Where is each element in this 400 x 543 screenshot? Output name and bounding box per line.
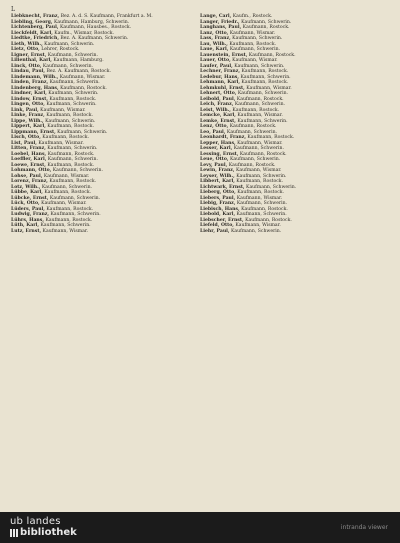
entry-name: Lauenstein, Ernst, — [200, 52, 248, 58]
entry-name: Lemcke, Karl, — [200, 113, 236, 118]
entry-name: Lippert, Karl, — [11, 124, 46, 129]
entry-name: Liefeld, Otto, — [200, 223, 234, 228]
entry-name: Leonhardt, Franz, — [200, 135, 246, 140]
entry-text: Kaufmann, Rostock. — [229, 124, 277, 129]
entry-name: Leyser, Wilh., — [200, 173, 235, 179]
entry-name: Lindemann, Wilh., — [11, 74, 59, 80]
entry-text: Kaufmann, Schwerin. — [236, 173, 287, 179]
right-column — [200, 14, 370, 234]
entry-name: Lohmann, Otto, — [11, 168, 52, 173]
entry-text: Kaufmann, Rostock. — [49, 179, 97, 184]
directory-entry — [200, 179, 370, 184]
entry-text: Kaufmann, Rostock. — [241, 69, 289, 74]
directory-entry — [200, 124, 370, 129]
entry-name: Lindow, Ernst, — [11, 96, 48, 102]
entry-text: Kaufmann, Wismar. — [59, 74, 106, 80]
entry-name: Lindner, Karl, — [11, 91, 47, 96]
directory-entry — [200, 229, 370, 234]
directory-entry — [11, 14, 181, 19]
directory-entry — [11, 152, 181, 157]
entry-text: Kaufmann, Schwerin. — [49, 80, 100, 85]
directory-entry — [200, 212, 370, 217]
entry-name: Lüth, Karl, — [11, 223, 39, 228]
entry-name: Leo, Paul, — [200, 129, 226, 135]
entry-name: Leich, Franz, — [200, 102, 234, 107]
entry-text: Bez. A. d. S. Kaufmann, Frankfurt a. M. — [60, 14, 153, 19]
entry-text: Kaufmann, Wismar. — [229, 30, 276, 36]
directory-entry — [11, 141, 181, 146]
entry-name: Laufer, Paul, — [200, 63, 233, 69]
entry-text: Kaufmann, Schwerin. — [50, 212, 101, 217]
entry-text: Kaufmann, Schwerin. — [47, 146, 98, 151]
entry-text: Kaufmann, Schwerin. — [234, 102, 286, 107]
entry-text: Kaufmann, Rostock. — [49, 96, 97, 102]
entry-name: Liebig, Franz, — [200, 201, 236, 206]
entry-text: Kaufmann, Schwerin. — [230, 157, 281, 162]
entry-name: Liebisch, Hans, — [200, 206, 240, 212]
directory-entry — [11, 218, 181, 223]
entry-text: Lehrer, Rostock. — [41, 47, 80, 52]
entry-text: Kaufmann, Rostock. — [47, 124, 95, 129]
directory-entry — [11, 75, 181, 80]
directory-entry — [200, 196, 370, 201]
entry-text: Kaufmann, Schwerin. — [233, 146, 284, 151]
entry-name: Lenz, Otto, — [200, 124, 229, 129]
directory-entry — [11, 97, 181, 102]
entry-name: Lieckfeldt, Karl, — [11, 30, 53, 36]
entry-text: Kaufmann, Rostock. — [228, 162, 276, 168]
directory-entry — [11, 201, 181, 206]
entry-name: Lau, Wilh., — [200, 41, 228, 47]
directory-entry — [200, 75, 370, 80]
directory-entry — [11, 113, 181, 118]
entry-text: Kaufmann, Schwerin. — [232, 36, 283, 41]
entry-text: Kaufmann, Schwerin. — [57, 129, 108, 135]
entry-name: Lotz, Wilh., — [11, 184, 41, 190]
directory-entry — [11, 157, 181, 162]
entry-text: Kaufmann, Schwerin. — [246, 184, 297, 190]
directory-entry — [11, 223, 181, 228]
entry-name: Loeffler, Karl, — [11, 157, 47, 162]
entry-text: Kaufmann, Schwerin. — [234, 63, 285, 69]
entry-name: Leue, Otto, — [200, 157, 229, 162]
directory-entry — [200, 201, 370, 206]
directory-entry — [200, 25, 370, 30]
entry-text: Kaufmann, Rostock. — [242, 25, 290, 30]
entry-name: Lohse, Paul, — [11, 173, 43, 179]
entry-text: Bez. A. Kaufmann, Rostock. — [46, 69, 111, 74]
entry-name: Levy, Paul, — [200, 162, 228, 168]
entry-text: Kaufmann, Rostock. — [45, 217, 93, 223]
entry-text: Kaufmann, Schwerin. — [237, 118, 288, 124]
entry-text: Kaufmann, Rostock. — [229, 41, 277, 47]
directory-entry — [200, 64, 370, 69]
directory-entry — [11, 130, 181, 135]
entry-text: Kaufmann, Rostock. — [47, 162, 95, 168]
entry-name: Ledebur, Hans, — [200, 74, 239, 80]
directory-entry — [11, 229, 181, 234]
entry-name: Litten, Franz, — [11, 146, 46, 151]
entry-name: Lieth, Wilh., — [11, 41, 43, 47]
entry-name: Lippmann, Ernst, — [11, 129, 56, 135]
entry-name: Lauer, Otto, — [200, 58, 231, 63]
directory-entry — [200, 86, 370, 91]
entry-name: Lietz, Otto, — [11, 47, 40, 52]
entry-text: Kaufmann, Rostock. — [236, 96, 284, 102]
directory-entry — [11, 31, 181, 36]
entry-name: Loewe, Ernst, — [11, 162, 46, 168]
entry-text: Kaufmann, Schwerin. — [47, 157, 98, 162]
entry-name: Lübcke, Ernst, — [11, 195, 49, 201]
entry-name: Lange, Carl, — [200, 14, 232, 19]
entry-text: Kaufmann, Schwerin. — [226, 129, 278, 135]
entry-text: Kaufm., Rostock. — [232, 14, 273, 19]
directory-entry — [200, 14, 370, 19]
directory-entry — [200, 20, 370, 25]
entry-text: Kaufmann, Rostock. — [239, 151, 287, 157]
entry-text: Kaufmann, Schwerin. — [42, 63, 94, 69]
entry-text: Kaufmann, Rostock. — [237, 190, 285, 195]
entry-text: Kaufmann, Schwerin. — [241, 19, 292, 25]
directory-entry — [11, 25, 181, 30]
directory-entry — [11, 108, 181, 113]
directory-entry — [200, 185, 370, 190]
directory-entry — [11, 58, 181, 63]
entry-name: Lehnert, Otto, — [200, 91, 237, 96]
entry-text: Kaufmann, Hamburg, Schwerin. — [53, 19, 130, 25]
directory-entry — [200, 108, 370, 113]
directory-entry — [11, 168, 181, 173]
entry-name: Ludwig, Franz, — [11, 212, 50, 217]
directory-entry — [11, 47, 181, 52]
entry-name: Lippe, Wilh., — [11, 118, 44, 124]
entry-text: Kaufmann, Schwerin. — [240, 74, 291, 80]
entry-text: Kaufmann, Rostock. — [60, 85, 107, 91]
entry-name: Lüders, Paul, — [11, 206, 45, 212]
library-logo[interactable] — [10, 516, 77, 538]
entry-text: Kaufmann, Wismar. — [236, 195, 283, 201]
entry-text: Kaufmann, Rostock. — [46, 113, 93, 118]
entry-name: Lessing, Ernst, — [200, 151, 239, 157]
directory-entry — [11, 185, 181, 190]
entry-name: Lichtenberg, Paul, — [11, 25, 59, 30]
page-number: L — [11, 6, 15, 13]
entry-name: Lepper, Hans, — [200, 140, 236, 146]
entry-name: Lührs, Hans, — [11, 217, 44, 223]
entry-text: Kaufmann, Wismar. — [237, 140, 283, 146]
logo-line2: bibliothek — [20, 527, 77, 538]
entry-text: Kaufmann, Wismar. — [40, 107, 86, 113]
entry-text: Kaufmann, Wismar. — [232, 58, 278, 63]
logo-bars-icon — [10, 529, 18, 537]
entry-text: Kaufmann, Schwerin. — [229, 47, 281, 52]
directory-entry — [200, 36, 370, 41]
entry-name: Lass, Franz, — [200, 36, 231, 41]
entry-text: Kaufmann, Schwerin. — [237, 91, 289, 96]
directory-entry — [11, 20, 181, 25]
entry-name: Leibold, Paul, — [200, 96, 236, 102]
entry-text: Kaufmann, Schwerin. — [236, 212, 287, 217]
directory-entry — [200, 218, 370, 223]
directory-entry — [200, 91, 370, 96]
directory-entry — [200, 174, 370, 179]
directory-entry — [200, 97, 370, 102]
entry-text: Kaufmann, Rostock. — [46, 206, 94, 212]
entry-name: List, Paul, — [11, 140, 37, 146]
directory-entry — [200, 168, 370, 173]
entry-name: Linden, Franz, — [11, 80, 49, 85]
entry-name: Lichtwark, Ernst, — [200, 184, 245, 190]
entry-name: Liebling, Georg, — [11, 19, 53, 25]
viewer-footer — [0, 512, 400, 543]
entry-text: Kaufmann, Schwerin. — [49, 195, 101, 201]
directory-entry — [200, 58, 370, 63]
entry-text: Kaufmann, Schwerin. — [230, 228, 282, 234]
entry-text: Kaufmann, Wismar. — [38, 140, 84, 146]
entry-text: Kaufmann, Hausbes., Rostock. — [59, 25, 132, 30]
entry-text: Kaufmann, Rostock. — [42, 135, 90, 140]
directory-entry — [200, 69, 370, 74]
entry-name: Lesser, Karl, — [200, 146, 233, 151]
directory-entry — [11, 119, 181, 124]
directory-entry — [11, 36, 181, 41]
directory-entry — [200, 146, 370, 151]
directory-entry — [11, 86, 181, 91]
directory-entry — [11, 190, 181, 195]
directory-entry — [200, 47, 370, 52]
directory-entry — [200, 152, 370, 157]
entry-name: Lechner, Franz, — [200, 69, 240, 74]
directory-entry — [200, 113, 370, 118]
directory-entry — [11, 212, 181, 217]
directory-entry — [200, 130, 370, 135]
entry-name: Liebers, Paul, — [200, 195, 236, 201]
entry-name: Lanz, Otto, — [200, 30, 229, 36]
directory-entry — [11, 146, 181, 151]
entry-name: Linke, Franz, — [11, 113, 45, 118]
directory-entry — [11, 64, 181, 69]
entry-name: Lindau, Paul, — [11, 69, 46, 74]
entry-text: Kaufmann, Schwerin. — [45, 118, 96, 124]
entry-name: Laue, Karl, — [200, 47, 229, 52]
directory-entry — [200, 119, 370, 124]
entry-name: Liedtke, Friedrich, — [11, 36, 59, 41]
entry-name: Lübbe, Karl, — [11, 190, 43, 195]
entry-text: Kaufmann, Schwerin. — [44, 41, 95, 47]
directory-entry — [200, 102, 370, 107]
entry-name: Leist, Wilh., — [200, 107, 231, 113]
entry-name: Lindenberg, Hans, — [11, 85, 59, 91]
directory-entry — [11, 42, 181, 47]
entry-name: Langhans, Paul, — [200, 25, 242, 30]
entry-text: Kaufmann, Rostock. — [232, 107, 280, 113]
directory-entry — [11, 124, 181, 129]
entry-name: Lisch, Otto, — [11, 135, 41, 140]
entry-name: Lingen, Otto, — [11, 102, 45, 107]
directory-entry — [200, 141, 370, 146]
entry-name: Liebknecht, Franz, — [11, 14, 60, 19]
directory-entry — [200, 42, 370, 47]
entry-name: Libbert, Karl, — [200, 179, 235, 184]
directory-entry — [200, 163, 370, 168]
entry-text: Kaufmann, Rostock. — [247, 135, 295, 140]
directory-entry — [200, 207, 370, 212]
logo-line1: ub landes — [10, 516, 61, 527]
entry-name: Liebold, Karl, — [200, 212, 236, 217]
entry-text: Kaufmann, Wismar. — [236, 168, 282, 173]
entry-text: Kaufmann, Wismar. — [41, 201, 87, 206]
entry-text: Kaufmann, Rostock. — [44, 190, 92, 195]
directory-entry — [200, 53, 370, 58]
viewer-label: intranda viewer — [340, 524, 388, 531]
entry-name: Link, Paul, — [11, 107, 39, 113]
entry-name: Lilienthal, Karl, — [11, 58, 52, 63]
directory-entry — [11, 196, 181, 201]
entry-text: Kaufmann, Rostock. — [241, 80, 289, 85]
directory-entry — [200, 223, 370, 228]
entry-name: Lorenz, Franz, — [11, 179, 48, 184]
entry-text: Bez. A. Kaufmann, Schwerin. — [60, 36, 129, 41]
entry-name: Lemke, Ernst, — [200, 118, 236, 124]
entry-text: Kaufmann, Wismar. — [237, 113, 283, 118]
entry-name: Lieberg, Otto, — [200, 190, 236, 195]
directory-entry — [11, 53, 181, 58]
entry-text: Kaufmann, Rostock. — [245, 217, 292, 223]
directory-entry — [11, 91, 181, 96]
directory-entry — [11, 69, 181, 74]
entry-text: Kaufmann, Schwerin. — [236, 201, 288, 206]
entry-name: Lehmkuhl, Ernst, — [200, 85, 245, 91]
entry-name: Lewin, Franz, — [200, 168, 235, 173]
entry-text: Kaufmann, Wismar. — [43, 173, 90, 179]
entry-name: Lehmann, Karl, — [200, 80, 240, 85]
entry-name: Loebel, Hans, — [11, 151, 47, 157]
directory-entry — [200, 190, 370, 195]
entry-text: Kaufmann, Schwerin. — [40, 223, 91, 228]
entry-text: Kaufmann, Schwerin. — [41, 184, 92, 190]
directory-entry — [200, 135, 370, 140]
entry-name: Ligner, Ernst, — [11, 52, 47, 58]
entry-text: Kaufmann, Rostock. — [248, 52, 296, 58]
entry-text: Kaufm., Wismar, Rostock. — [54, 30, 115, 36]
directory-entry — [200, 31, 370, 36]
entry-name: Langer, Friedr., — [200, 19, 240, 25]
entry-name: Liehr, Paul, — [200, 228, 230, 234]
directory-entry — [11, 80, 181, 85]
entry-text: Kaufmann, Wismar. — [235, 223, 281, 228]
entry-text: Kaufmann, Rostock. — [47, 151, 95, 157]
directory-entry — [200, 157, 370, 162]
entry-name: Linck, Otto, — [11, 63, 42, 69]
directory-entry — [11, 135, 181, 140]
directory-entry — [11, 102, 181, 107]
entry-text: Kaufmann, Schwerin. — [52, 168, 103, 173]
entry-text: Kaufmann, Schwerin. — [46, 102, 97, 107]
left-column — [11, 14, 181, 234]
entry-name: Lück, Otto, — [11, 201, 40, 206]
entry-name: Liebscher, Ernst, — [200, 217, 244, 223]
entry-text: Kaufmann, Rostock. — [236, 179, 284, 184]
entry-text: Kaufmann, Wismar. — [42, 228, 89, 234]
directory-entry — [11, 174, 181, 179]
directory-entry — [11, 179, 181, 184]
directory-entry — [11, 163, 181, 168]
entry-text: Kaufmann, Hamburg. — [53, 58, 104, 63]
entry-text: Kaufmann, Wismar. — [246, 85, 292, 91]
entry-text: Kaufmann, Schwerin. — [48, 91, 99, 96]
entry-text: Kaufmann, Schwerin. — [47, 52, 98, 58]
directory-entry — [11, 207, 181, 212]
entry-text: Kaufmann, Rostock. — [241, 206, 288, 212]
directory-entry — [200, 80, 370, 85]
entry-name: Lutz, Ernst, — [11, 228, 42, 234]
